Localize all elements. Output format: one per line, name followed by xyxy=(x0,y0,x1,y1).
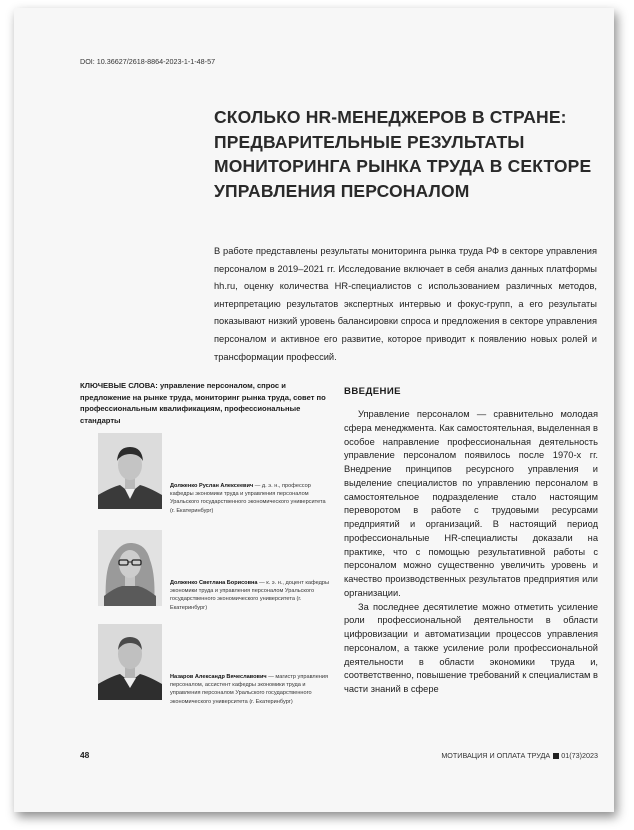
author-details-3: — магистр управления персоналом, ассистент кафедры экономики труда и управления персоналом Уральского государственного экономического университета (г. Екатеринбург) xyxy=(170,674,329,705)
section-heading-introduction: ВВЕДЕНИЕ xyxy=(344,386,401,397)
paragraph: За последнее десятилетие можно отметить усиление роли профессиональной деятельности в области цифровизации и автоматизации процессов управления персоналом, а также усиление роли профессиональной деятельности в области экономики труда и, соответственно, повышение требований к специалистам в части знаний в сфере xyxy=(344,601,598,694)
page-number: 48 xyxy=(80,750,90,760)
author-name-2: Долженко Светлана Борисовна xyxy=(170,580,258,586)
keywords: КЛЮЧЕВЫЕ СЛОВА: управление персоналом, спрос и предложение на рынке труда, мониторинг рынка труда, совет по профессиональным квалификациям, профессиональные стандарты xyxy=(80,381,326,425)
author-photo-3 xyxy=(98,624,162,700)
journal-name: МОТИВАЦИЯ И ОПЛАТА ТРУДА xyxy=(441,751,551,760)
author-caption-2 xyxy=(170,579,330,612)
author-name-3: Назаров Александр Вячеславович xyxy=(170,674,267,680)
author-name-1: Долженко Руслан Алексеевич xyxy=(170,483,254,489)
article-title: СКОЛЬКО HR-МЕНЕДЖЕРОВ В СТРАНЕ: ПРЕДВАРИТЕЛЬНЫЕ РЕЗУЛЬТАТЫ МОНИТОРИНГА РЫНКА ТРУДА В СЕКТОРЕ УПРАВЛЕНИЯ ПЕРСОНАЛОМ xyxy=(214,107,592,201)
paragraph: Управление персоналом — сравнительно молодая сфера менеджмента. Как самостоятельная, выделенная в особое направление профессиональная деятельность управление персоналом появилось после 1970-х гг. Внедрение принципов ресурсного управления и выделение специалистов по управлению персоналом в самостоятельное подразделение стало настоящим переворотом в работе с трудовыми ресурсами предприятий и организаций. В настоящий период профессиональные HR-специалисты доказали на практике, что с помощью результативной работы с персоналом можно существенно увеличить уровень и качество производственных результатов предприятия или организации. xyxy=(344,409,598,598)
author-photo-2 xyxy=(98,530,162,606)
square-icon xyxy=(553,753,559,759)
article-page xyxy=(14,8,614,812)
doi-label: DOI: 10.36627/2618-8864-2023-1-1-48-57 xyxy=(80,57,216,66)
abstract: В работе представлены результаты мониторинга рынка труда РФ в секторе управления персоналом в 2019–2021 гг. Исследование включает в себя анализ данных платформы hh.ru, оценку количества HR-специалистов с использованием различных методов, интерпретацию результатов экспертных интервью и фокус-групп, а его результаты показывают низкий уровень балансировки спроса и предложения в секторе управления персоналом и активное его развитие, которое приводит к появлению новых ролей и трансформации профессий. xyxy=(214,246,597,362)
author-caption-3 xyxy=(170,673,330,706)
author-caption-1 xyxy=(170,482,330,515)
journal-footer xyxy=(441,751,598,760)
author-details-1: — д. э. н., профессор кафедры экономики труда и управления персоналом Уральского государственного экономического университета (г. Екатеринбург) xyxy=(170,483,326,514)
author-details-2: — к. э. н., доцент кафедры экономики труда и управления персоналом Уральского государственного экономического университета (г. Екатеринбург) xyxy=(170,580,330,611)
introduction-body xyxy=(344,408,598,697)
journal-issue: 01(73)2023 xyxy=(561,751,598,760)
author-photo-1 xyxy=(98,433,162,509)
